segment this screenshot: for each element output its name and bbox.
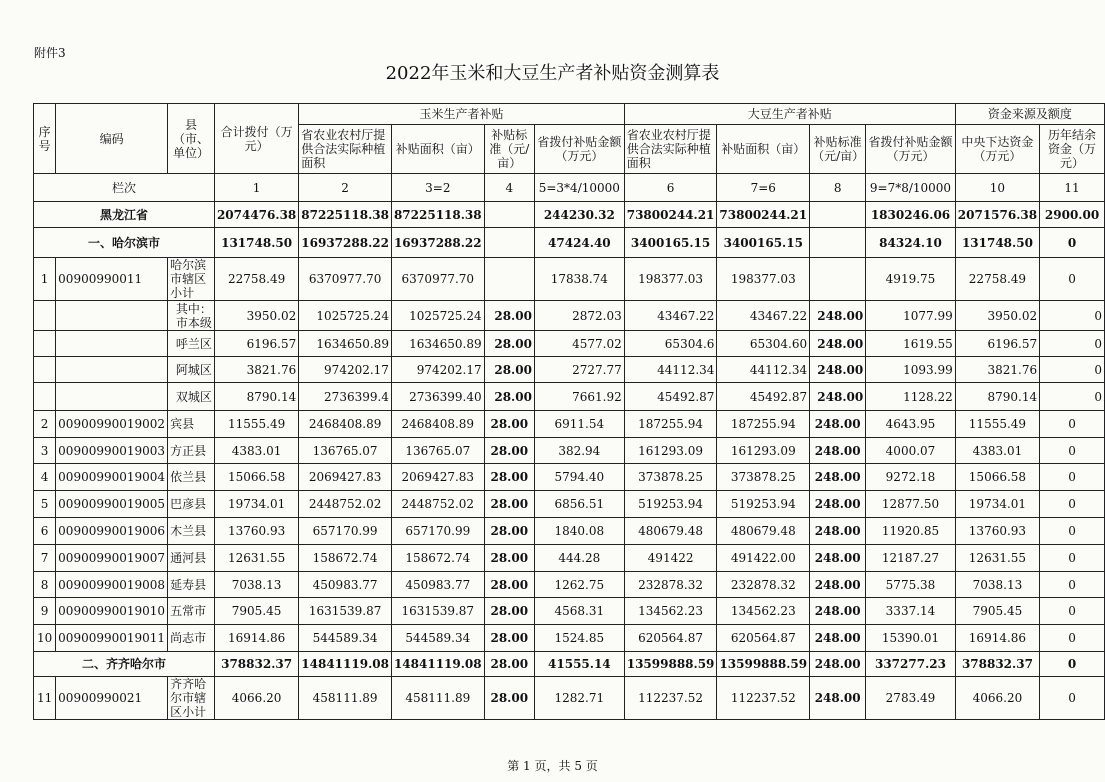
header-code: 编码 — [56, 104, 168, 174]
table-row — [34, 598, 1105, 625]
column-index-row — [34, 174, 1105, 202]
summary-row — [34, 202, 1105, 228]
value-cell: 112237.52 — [624, 677, 717, 720]
value-cell: 13760.93 — [955, 518, 1039, 545]
value-cell: 43467.22 — [624, 301, 717, 331]
value-cell: 41555.14 — [534, 652, 624, 677]
county-cell: 呼兰区 — [168, 331, 215, 357]
value-cell: 2069427.83 — [391, 464, 484, 491]
value-cell: 2468408.89 — [391, 411, 484, 438]
value-cell — [810, 258, 866, 301]
value-cell: 65304.60 — [717, 331, 810, 357]
table-row — [34, 301, 1105, 331]
value-cell: 2872.03 — [534, 301, 624, 331]
column-index-cell: 5=3*4/10000 — [534, 174, 624, 202]
value-cell: 3400165.15 — [624, 228, 717, 258]
column-index-label: 栏次 — [34, 174, 215, 202]
value-cell: 248.00 — [810, 491, 866, 518]
county-cell: 齐齐哈尔市辖区小计 — [168, 677, 215, 720]
value-cell: 134562.23 — [624, 598, 717, 625]
value-cell: 4568.31 — [534, 598, 624, 625]
county-cell: 巴彦县 — [168, 491, 215, 518]
value-cell: 248.00 — [810, 383, 866, 411]
code-cell — [56, 331, 168, 357]
value-cell: 158672.74 — [391, 545, 484, 572]
value-cell: 131748.50 — [214, 228, 298, 258]
value-cell: 28.00 — [484, 572, 534, 598]
value-cell: 112237.52 — [717, 677, 810, 720]
value-cell: 1128.22 — [866, 383, 956, 411]
code-cell: 00900990019006 — [56, 518, 168, 545]
value-cell: 45492.87 — [717, 383, 810, 411]
value-cell: 28.00 — [484, 464, 534, 491]
code-cell: 00900990019007 — [56, 545, 168, 572]
table-row — [34, 438, 1105, 464]
value-cell: 1077.99 — [866, 301, 956, 331]
county-cell: 依兰县 — [168, 464, 215, 491]
value-cell: 0 — [1040, 625, 1105, 652]
value-cell: 14841119.08 — [299, 652, 392, 677]
value-cell: 16914.86 — [214, 625, 298, 652]
value-cell: 19734.01 — [214, 491, 298, 518]
table-row — [34, 331, 1105, 357]
value-cell: 1524.85 — [534, 625, 624, 652]
county-cell: 宾县 — [168, 411, 215, 438]
value-cell: 44112.34 — [717, 357, 810, 383]
value-cell: 28.00 — [484, 331, 534, 357]
value-cell: 3337.14 — [866, 598, 956, 625]
value-cell: 65304.6 — [624, 331, 717, 357]
county-cell: 双城区 — [168, 383, 215, 411]
value-cell: 0 — [1040, 464, 1105, 491]
value-cell: 136765.07 — [299, 438, 392, 464]
value-cell: 378832.37 — [214, 652, 298, 677]
value-cell: 131748.50 — [955, 228, 1039, 258]
county-cell: 通河县 — [168, 545, 215, 572]
value-cell: 2736399.40 — [391, 383, 484, 411]
value-cell: 2071576.38 — [955, 202, 1039, 228]
value-cell: 248.00 — [810, 464, 866, 491]
code-cell — [56, 301, 168, 331]
column-index-cell: 6 — [624, 174, 717, 202]
value-cell: 0 — [1040, 331, 1105, 357]
value-cell: 15066.58 — [955, 464, 1039, 491]
header-soy-amount: 省拨付补贴金额（万元） — [866, 125, 956, 174]
county-cell: 哈尔滨市辖区小计 — [168, 258, 215, 301]
seq-cell: 2 — [34, 411, 56, 438]
value-cell: 248.00 — [810, 301, 866, 331]
value-cell: 458111.89 — [391, 677, 484, 720]
value-cell: 198377.03 — [717, 258, 810, 301]
code-cell — [56, 383, 168, 411]
header-soy-group: 大豆生产者补贴 — [624, 104, 955, 125]
value-cell: 248.00 — [810, 598, 866, 625]
value-cell: 248.00 — [810, 652, 866, 677]
value-cell: 2448752.02 — [299, 491, 392, 518]
header-corn-dept-area: 省农业农村厅提供合法实际种植面积 — [299, 125, 392, 174]
value-cell: 158672.74 — [299, 545, 392, 572]
value-cell: 28.00 — [484, 383, 534, 411]
value-cell: 28.00 — [484, 652, 534, 677]
value-cell: 657170.99 — [299, 518, 392, 545]
value-cell — [810, 202, 866, 228]
value-cell: 87225118.38 — [299, 202, 392, 228]
value-cell: 0 — [1040, 383, 1105, 411]
value-cell: 4383.01 — [955, 438, 1039, 464]
value-cell: 1025725.24 — [391, 301, 484, 331]
value-cell: 519253.94 — [624, 491, 717, 518]
value-cell: 480679.48 — [717, 518, 810, 545]
value-cell: 84324.10 — [866, 228, 956, 258]
header-balance: 历年结余资金（万元） — [1040, 125, 1105, 174]
value-cell: 13599888.59 — [717, 652, 810, 677]
code-cell — [56, 357, 168, 383]
value-cell: 491422.00 — [717, 545, 810, 572]
county-cell: 方正县 — [168, 438, 215, 464]
seq-cell: 3 — [34, 438, 56, 464]
code-cell: 00900990019011 — [56, 625, 168, 652]
value-cell: 458111.89 — [299, 677, 392, 720]
attachment-label: 附件3 — [34, 46, 66, 60]
value-cell: 1025725.24 — [299, 301, 392, 331]
value-cell: 11555.49 — [955, 411, 1039, 438]
value-cell: 378832.37 — [955, 652, 1039, 677]
value-cell: 28.00 — [484, 438, 534, 464]
value-cell: 44112.34 — [624, 357, 717, 383]
value-cell: 13599888.59 — [624, 652, 717, 677]
value-cell: 28.00 — [484, 625, 534, 652]
value-cell: 6370977.70 — [299, 258, 392, 301]
value-cell: 974202.17 — [391, 357, 484, 383]
table-row — [34, 357, 1105, 383]
value-cell: 1282.71 — [534, 677, 624, 720]
value-cell: 12631.55 — [955, 545, 1039, 572]
table-row — [34, 464, 1105, 491]
code-cell: 00900990019004 — [56, 464, 168, 491]
value-cell: 28.00 — [484, 545, 534, 572]
seq-cell — [34, 357, 56, 383]
value-cell: 16937288.22 — [299, 228, 392, 258]
code-cell: 00900990021 — [56, 677, 168, 720]
header-soy-area: 补贴面积（亩） — [717, 125, 810, 174]
value-cell: 4000.07 — [866, 438, 956, 464]
value-cell: 0 — [1040, 677, 1105, 720]
page-footer: 第 1 页，共 5 页 — [507, 759, 598, 773]
column-index-cell: 3=2 — [391, 174, 484, 202]
column-index-cell: 11 — [1040, 174, 1105, 202]
value-cell: 14841119.08 — [391, 652, 484, 677]
seq-cell: 5 — [34, 491, 56, 518]
value-cell: 161293.09 — [717, 438, 810, 464]
value-cell: 3821.76 — [214, 357, 298, 383]
value-cell — [484, 202, 534, 228]
value-cell: 13760.93 — [214, 518, 298, 545]
value-cell: 136765.07 — [391, 438, 484, 464]
county-cell: 五常市 — [168, 598, 215, 625]
value-cell: 5775.38 — [866, 572, 956, 598]
value-cell: 73800244.21 — [717, 202, 810, 228]
value-cell: 974202.17 — [299, 357, 392, 383]
code-cell: 00900990019005 — [56, 491, 168, 518]
summary-row — [34, 652, 1105, 677]
value-cell — [810, 228, 866, 258]
region-label-cell: 一、哈尔滨市 — [34, 228, 215, 258]
header-corn-amount: 省拨付补贴金额（万元） — [534, 125, 624, 174]
header-row-1 — [34, 104, 1105, 125]
value-cell: 45492.87 — [624, 383, 717, 411]
header-central: 中央下达资金（万元） — [955, 125, 1039, 174]
value-cell: 480679.48 — [624, 518, 717, 545]
value-cell: 15390.01 — [866, 625, 956, 652]
seq-cell: 6 — [34, 518, 56, 545]
value-cell: 28.00 — [484, 491, 534, 518]
value-cell: 2074476.38 — [214, 202, 298, 228]
value-cell: 620564.87 — [624, 625, 717, 652]
seq-cell — [34, 331, 56, 357]
value-cell: 3950.02 — [214, 301, 298, 331]
value-cell: 22758.49 — [214, 258, 298, 301]
column-index-cell: 4 — [484, 174, 534, 202]
header-county: 县（市、单位） — [168, 104, 215, 174]
value-cell: 544589.34 — [391, 625, 484, 652]
region-label-cell: 黑龙江省 — [34, 202, 215, 228]
value-cell: 22758.49 — [955, 258, 1039, 301]
value-cell: 15066.58 — [214, 464, 298, 491]
seq-cell — [34, 383, 56, 411]
table-row — [34, 491, 1105, 518]
value-cell: 28.00 — [484, 357, 534, 383]
value-cell: 4919.75 — [866, 258, 956, 301]
value-cell: 0 — [1040, 301, 1105, 331]
seq-cell: 7 — [34, 545, 56, 572]
value-cell: 1631539.87 — [391, 598, 484, 625]
column-index-cell: 2 — [299, 174, 392, 202]
value-cell: 7038.13 — [955, 572, 1039, 598]
value-cell: 28.00 — [484, 411, 534, 438]
value-cell: 248.00 — [810, 438, 866, 464]
value-cell: 382.94 — [534, 438, 624, 464]
value-cell: 12187.27 — [866, 545, 956, 572]
value-cell: 4066.20 — [214, 677, 298, 720]
header-total: 合计拨付（万元） — [214, 104, 298, 174]
value-cell: 187255.94 — [624, 411, 717, 438]
value-cell: 6856.51 — [534, 491, 624, 518]
value-cell: 248.00 — [810, 677, 866, 720]
value-cell: 544589.34 — [299, 625, 392, 652]
value-cell: 187255.94 — [717, 411, 810, 438]
value-cell: 161293.09 — [624, 438, 717, 464]
value-cell: 3400165.15 — [717, 228, 810, 258]
header-soy-dept-area: 省农业农村厅提供合法实际种植面积 — [624, 125, 717, 174]
value-cell: 73800244.21 — [624, 202, 717, 228]
value-cell: 5794.40 — [534, 464, 624, 491]
seq-cell: 4 — [34, 464, 56, 491]
value-cell: 0 — [1040, 652, 1105, 677]
table-row — [34, 411, 1105, 438]
value-cell: 248.00 — [810, 357, 866, 383]
value-cell: 248.00 — [810, 572, 866, 598]
code-cell: 00900990019003 — [56, 438, 168, 464]
value-cell: 12631.55 — [214, 545, 298, 572]
header-corn-area: 补贴面积（亩） — [391, 125, 484, 174]
seq-cell: 11 — [34, 677, 56, 720]
value-cell: 6370977.70 — [391, 258, 484, 301]
header-corn-group: 玉米生产者补贴 — [299, 104, 624, 125]
value-cell: 4643.95 — [866, 411, 956, 438]
value-cell: 248.00 — [810, 545, 866, 572]
value-cell: 0 — [1040, 357, 1105, 383]
value-cell: 11555.49 — [214, 411, 298, 438]
value-cell: 519253.94 — [717, 491, 810, 518]
value-cell: 232878.32 — [717, 572, 810, 598]
header-soy-std: 补贴标准（元/亩） — [810, 125, 866, 174]
value-cell: 232878.32 — [624, 572, 717, 598]
table-row — [34, 258, 1105, 301]
seq-cell: 10 — [34, 625, 56, 652]
value-cell: 1634650.89 — [391, 331, 484, 357]
code-cell: 00900990019002 — [56, 411, 168, 438]
value-cell: 373878.25 — [624, 464, 717, 491]
value-cell: 7905.45 — [955, 598, 1039, 625]
value-cell: 12877.50 — [866, 491, 956, 518]
value-cell: 373878.25 — [717, 464, 810, 491]
value-cell: 43467.22 — [717, 301, 810, 331]
value-cell — [484, 228, 534, 258]
table-row — [34, 677, 1105, 720]
table-row — [34, 572, 1105, 598]
value-cell: 0 — [1040, 438, 1105, 464]
value-cell: 248.00 — [810, 625, 866, 652]
code-cell: 00900990019008 — [56, 572, 168, 598]
value-cell: 198377.03 — [624, 258, 717, 301]
seq-cell: 9 — [34, 598, 56, 625]
value-cell: 4066.20 — [955, 677, 1039, 720]
county-cell: 其中：市本级 — [168, 301, 215, 331]
value-cell: 16937288.22 — [391, 228, 484, 258]
value-cell: 337277.23 — [866, 652, 956, 677]
value-cell: 2448752.02 — [391, 491, 484, 518]
value-cell: 11920.85 — [866, 518, 956, 545]
value-cell: 0 — [1040, 545, 1105, 572]
seq-cell: 8 — [34, 572, 56, 598]
county-cell: 尚志市 — [168, 625, 215, 652]
value-cell: 0 — [1040, 598, 1105, 625]
value-cell: 1631539.87 — [299, 598, 392, 625]
value-cell: 0 — [1040, 572, 1105, 598]
value-cell: 6196.57 — [214, 331, 298, 357]
value-cell: 4577.02 — [534, 331, 624, 357]
page-title: 2022年玉米和大豆生产者补贴资金测算表 — [385, 63, 720, 84]
value-cell: 1093.99 — [866, 357, 956, 383]
value-cell: 657170.99 — [391, 518, 484, 545]
value-cell: 3821.76 — [955, 357, 1039, 383]
value-cell: 7038.13 — [214, 572, 298, 598]
value-cell: 2736399.4 — [299, 383, 392, 411]
value-cell: 1262.75 — [534, 572, 624, 598]
header-fund-group: 资金来源及额度 — [955, 104, 1104, 125]
value-cell: 2069427.83 — [299, 464, 392, 491]
value-cell: 2900.00 — [1040, 202, 1105, 228]
value-cell: 248.00 — [810, 518, 866, 545]
value-cell: 134562.23 — [717, 598, 810, 625]
value-cell: 1634650.89 — [299, 331, 392, 357]
value-cell: 28.00 — [484, 518, 534, 545]
code-cell: 00900990011 — [56, 258, 168, 301]
value-cell: 7905.45 — [214, 598, 298, 625]
value-cell: 491422 — [624, 545, 717, 572]
value-cell: 28.00 — [484, 598, 534, 625]
column-index-cell: 1 — [214, 174, 298, 202]
value-cell: 450983.77 — [299, 572, 392, 598]
value-cell: 6196.57 — [955, 331, 1039, 357]
value-cell: 1840.08 — [534, 518, 624, 545]
value-cell: 0 — [1040, 411, 1105, 438]
region-label-cell: 二、齐齐哈尔市 — [34, 652, 215, 677]
value-cell: 7661.92 — [534, 383, 624, 411]
county-cell: 阿城区 — [168, 357, 215, 383]
table-row — [34, 545, 1105, 572]
value-cell: 0 — [1040, 228, 1105, 258]
value-cell: 2468408.89 — [299, 411, 392, 438]
value-cell: 16914.86 — [955, 625, 1039, 652]
value-cell: 87225118.38 — [391, 202, 484, 228]
column-index-cell: 7=6 — [717, 174, 810, 202]
value-cell: 28.00 — [484, 301, 534, 331]
county-cell: 木兰县 — [168, 518, 215, 545]
column-index-cell: 8 — [810, 174, 866, 202]
value-cell: 248.00 — [810, 411, 866, 438]
value-cell: 244230.32 — [534, 202, 624, 228]
county-cell: 延寿县 — [168, 572, 215, 598]
header-corn-std: 补贴标准（元/亩） — [484, 125, 534, 174]
value-cell: 450983.77 — [391, 572, 484, 598]
value-cell: 0 — [1040, 491, 1105, 518]
seq-cell: 1 — [34, 258, 56, 301]
code-cell: 00900990019010 — [56, 598, 168, 625]
value-cell: 3950.02 — [955, 301, 1039, 331]
table-row — [34, 518, 1105, 545]
value-cell: 8790.14 — [214, 383, 298, 411]
value-cell: 4383.01 — [214, 438, 298, 464]
seq-cell — [34, 301, 56, 331]
value-cell: 2727.77 — [534, 357, 624, 383]
value-cell: 248.00 — [810, 331, 866, 357]
value-cell: 620564.87 — [717, 625, 810, 652]
value-cell: 28.00 — [484, 677, 534, 720]
value-cell: 8790.14 — [955, 383, 1039, 411]
value-cell: 9272.18 — [866, 464, 956, 491]
subsidy-table — [33, 103, 1105, 720]
value-cell: 17838.74 — [534, 258, 624, 301]
value-cell: 2783.49 — [866, 677, 956, 720]
value-cell: 47424.40 — [534, 228, 624, 258]
value-cell: 6911.54 — [534, 411, 624, 438]
table-row — [34, 383, 1105, 411]
value-cell — [484, 258, 534, 301]
value-cell: 0 — [1040, 518, 1105, 545]
value-cell: 1619.55 — [866, 331, 956, 357]
header-seq: 序号 — [34, 104, 56, 174]
value-cell: 19734.01 — [955, 491, 1039, 518]
table-row — [34, 625, 1105, 652]
column-index-cell: 9=7*8/10000 — [866, 174, 956, 202]
value-cell: 0 — [1040, 258, 1105, 301]
summary-row — [34, 228, 1105, 258]
value-cell: 444.28 — [534, 545, 624, 572]
column-index-cell: 10 — [955, 174, 1039, 202]
value-cell: 1830246.06 — [866, 202, 956, 228]
